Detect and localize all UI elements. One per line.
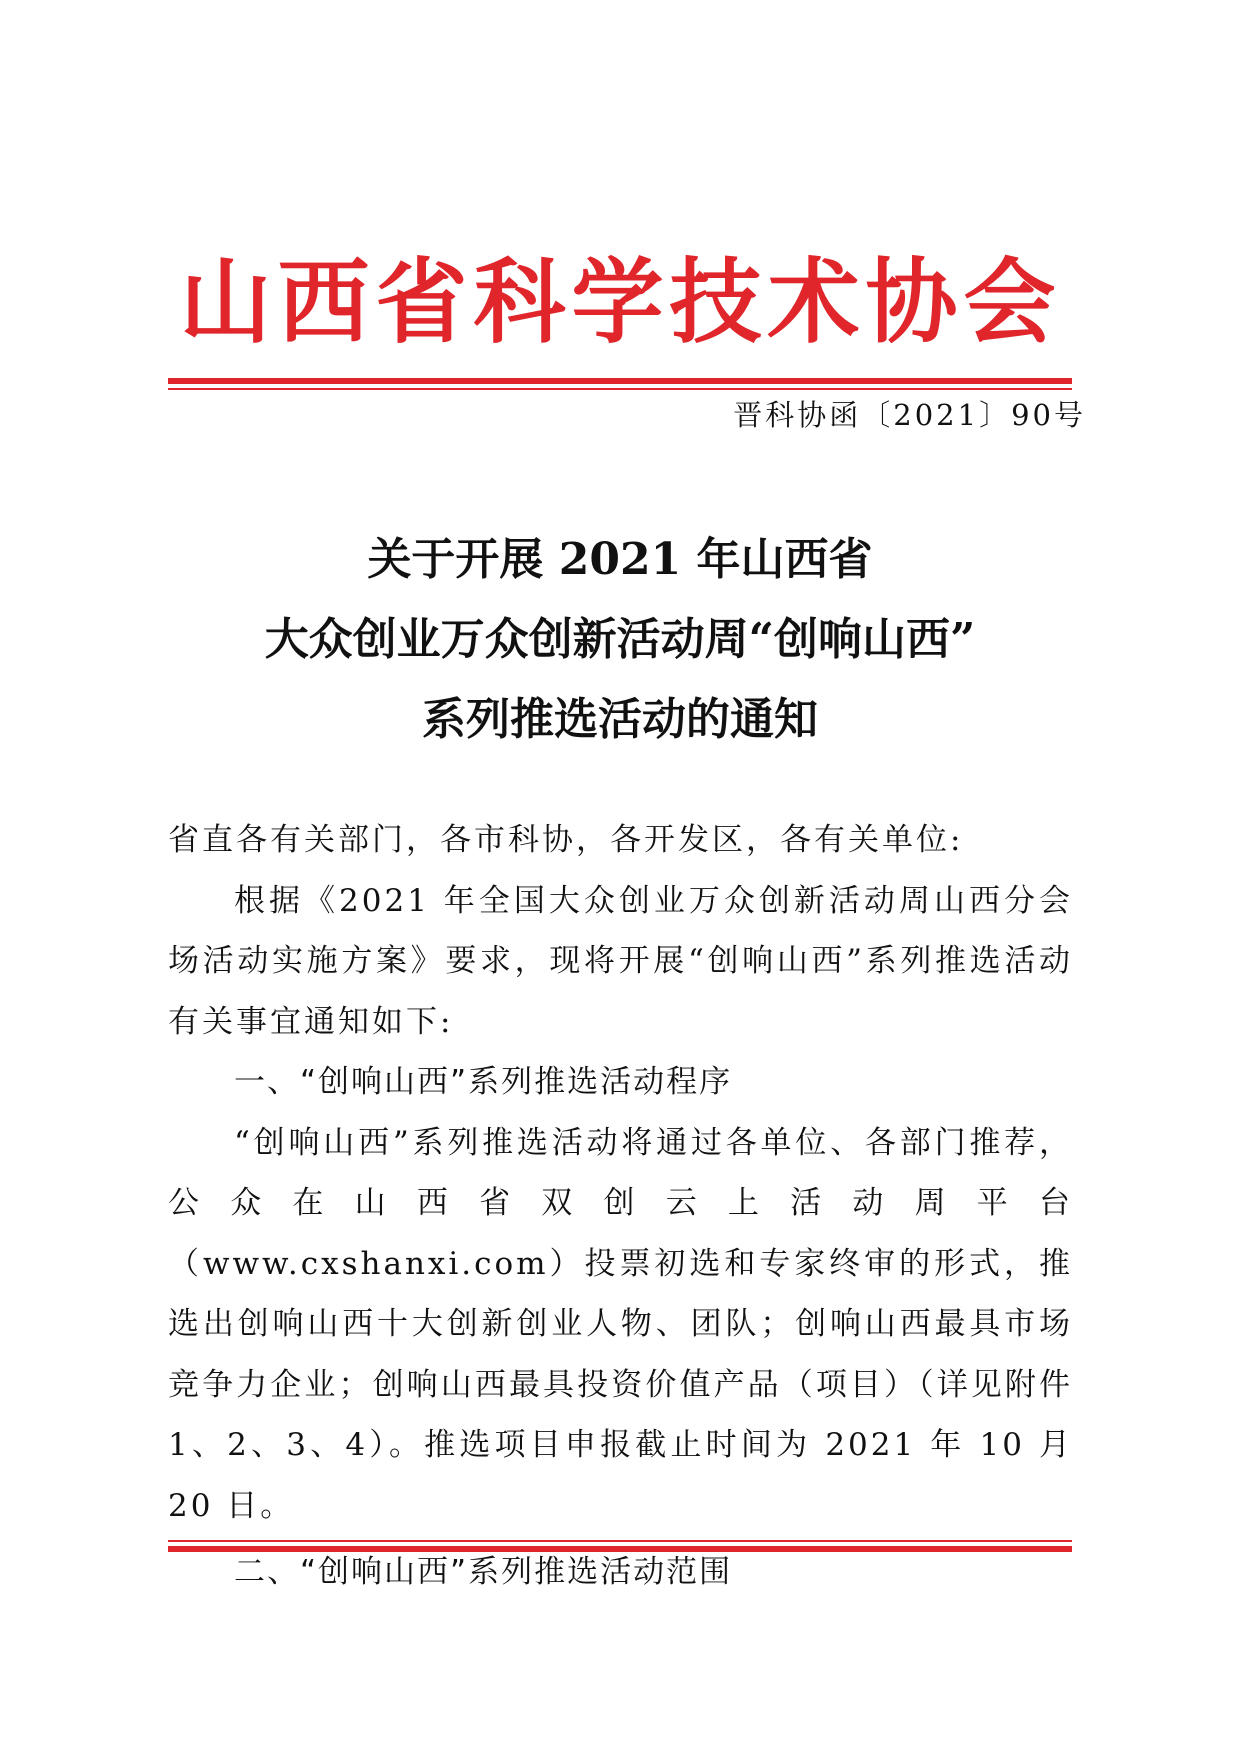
letterhead-rule-thin — [168, 388, 1072, 390]
notice-body — [168, 810, 1073, 1603]
title-line-3: 系列推选活动的通知 — [422, 694, 818, 745]
notice-title — [168, 520, 1072, 760]
title-line-1: 关于开展 2021 年山西省 — [367, 534, 873, 585]
footer-rule-thick — [168, 1546, 1072, 1552]
section-1-heading: 一、“创响山西”系列推选活动程序 — [234, 1064, 733, 1100]
title-line-2: 大众创业万众创新活动周“创响山西” — [264, 614, 976, 665]
intro-paragraph: 根据《2021 年全国大众创业万众创新活动周山西分会场活动实施方案》要求，现将开展“创响山西”系列推选活动有关事宜通知如下: — [168, 882, 1073, 1040]
letterhead-organization: 山西省科学技术协会 — [179, 249, 1062, 356]
footer-rule-thin — [168, 1540, 1072, 1542]
document-number: 晋科协函〔2021〕90号 — [733, 398, 1086, 432]
section-1-paragraph: “创响山西”系列推选活动将通过各单位、各部门推荐，公众在山西省双创云上活动周平台（www.cxshanxi.com）投票初选和专家终审的形式，推选出创响山西十大创新创业人物、团队；创响山西最具市场竞争力企业；创响山西最具投资价值产品（项目）（详见附件 1、2、3、4）。推选项目申报截止时间为 2021 年 10 月 20 日。 — [168, 1124, 1073, 1524]
letterhead-rule-thick — [168, 378, 1072, 384]
section-2-heading: 二、“创响山西”系列推选活动范围 — [234, 1554, 733, 1590]
salutation: 省直各有关部门，各市科协，各开发区，各有关单位: — [168, 822, 964, 858]
